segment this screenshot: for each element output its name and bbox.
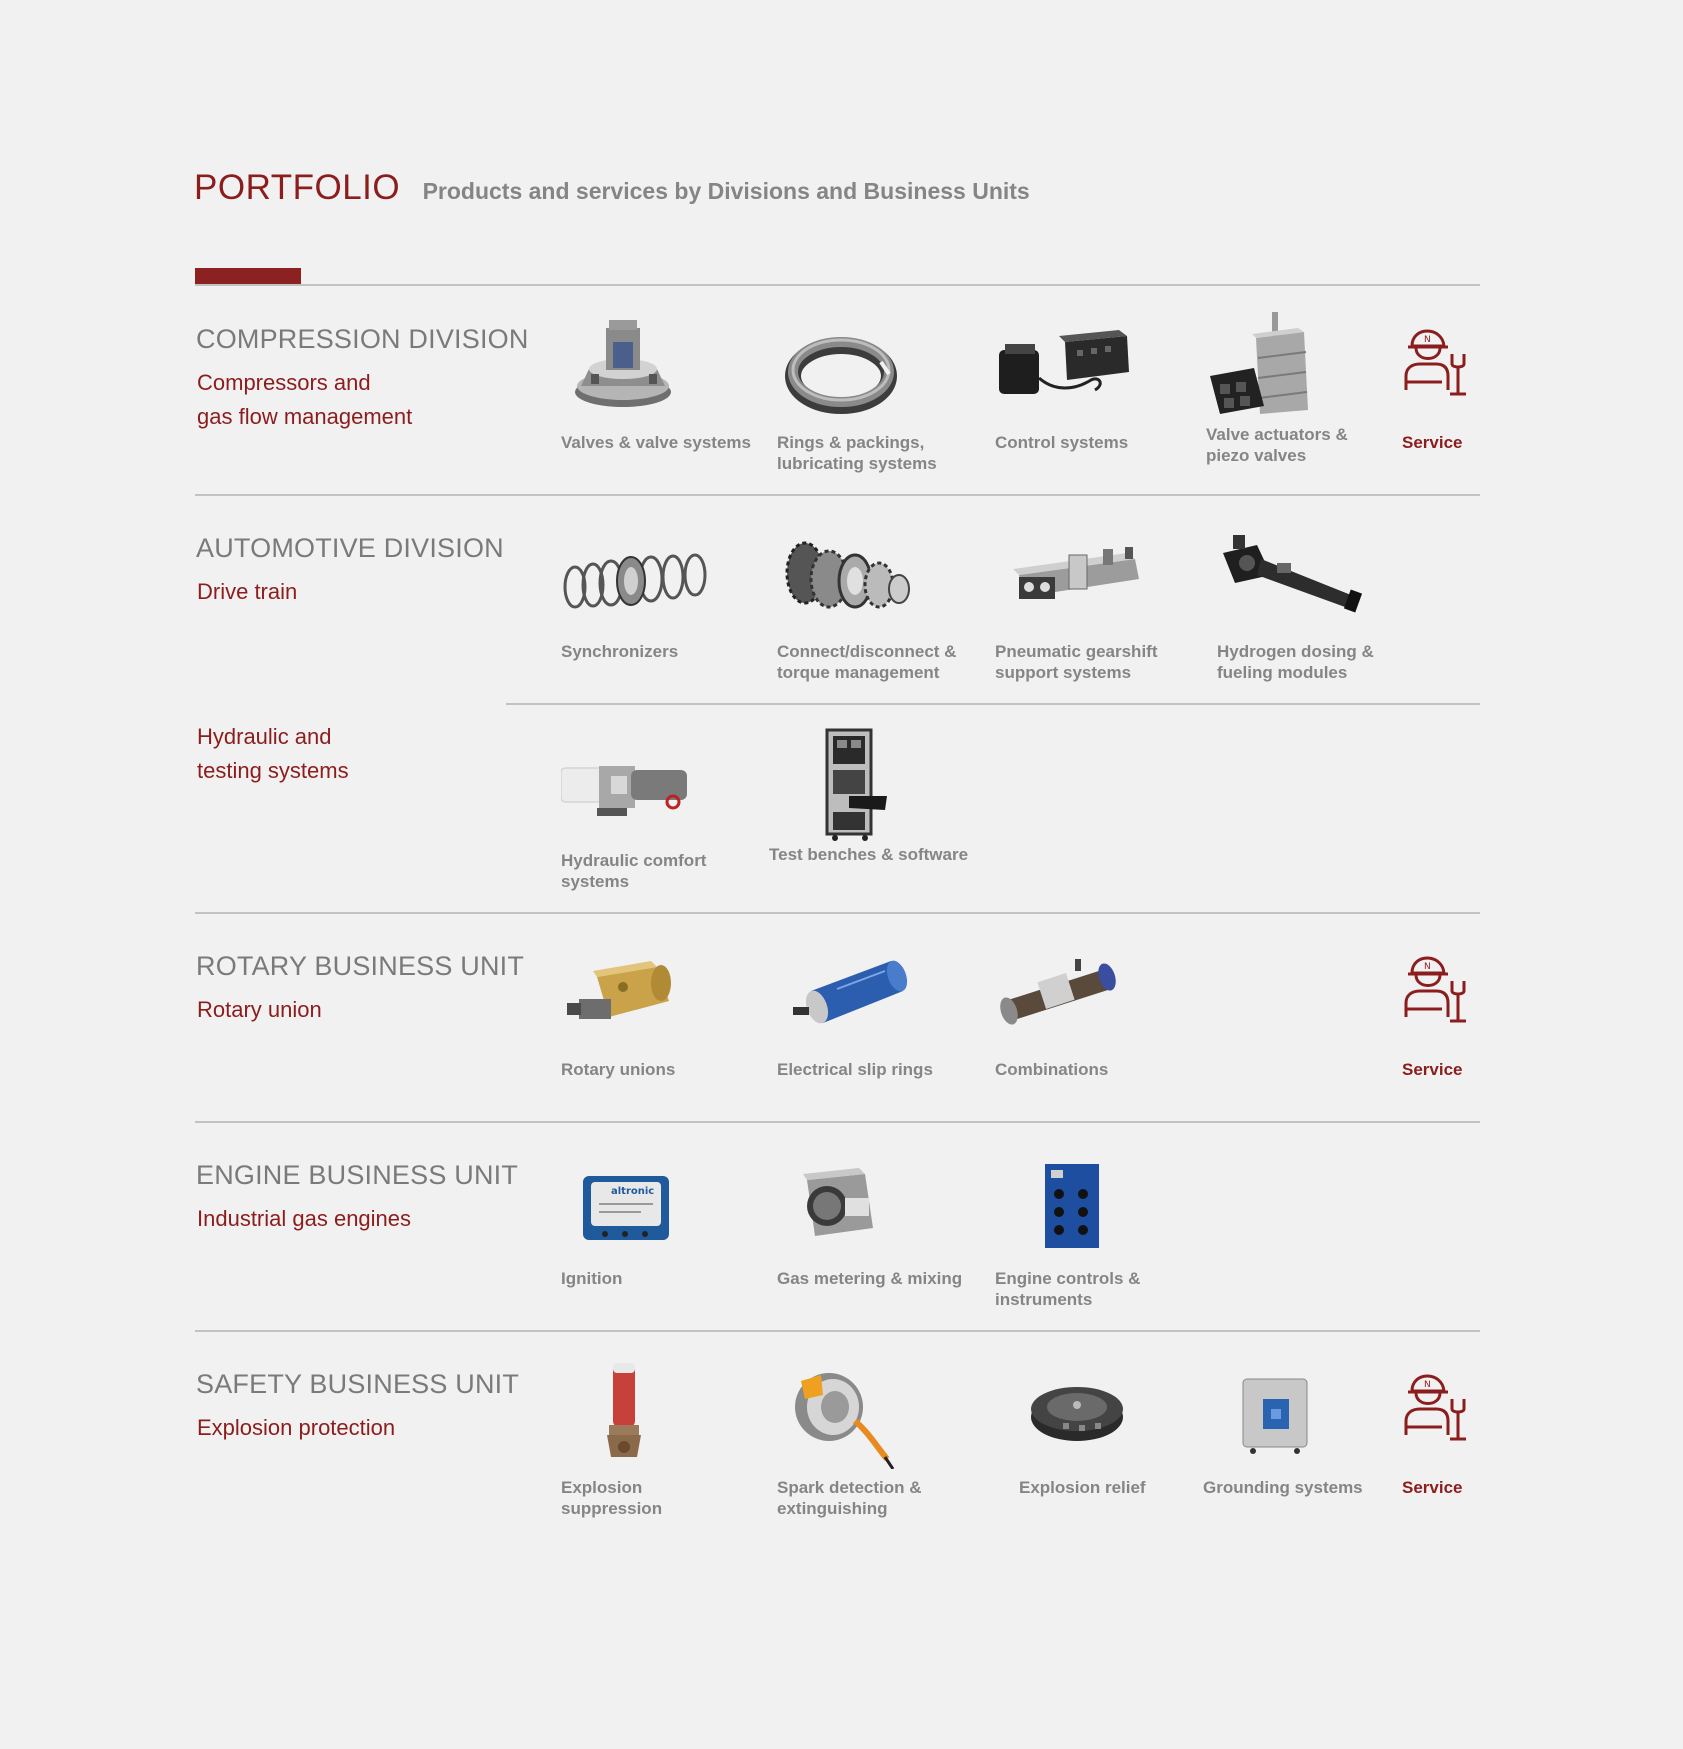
product-label: Test benches & software xyxy=(769,845,969,864)
product-label: Electrical slip rings xyxy=(777,1060,933,1079)
service-link-rotary[interactable] xyxy=(1402,941,1512,1080)
product-label: Explosion relief xyxy=(1019,1478,1146,1497)
engine-control-icon xyxy=(995,1150,1115,1260)
product-label: Valve actuators & piezo valves xyxy=(1206,425,1348,465)
product-explosion-suppression[interactable] xyxy=(561,1359,761,1519)
page-subtitle: Products and services by Divisions and Business Units xyxy=(422,178,1030,204)
combination-icon xyxy=(995,941,1125,1051)
section-title-automotive: AUTOMOTIVE DIVISION xyxy=(196,533,504,563)
product-hydraulic-comfort[interactable] xyxy=(561,732,761,892)
section-subtitle-gas-engines: Industrial gas engines xyxy=(197,1206,412,1231)
product-valve-actuators[interactable] xyxy=(1206,306,1406,466)
service-label: Service xyxy=(1402,1478,1463,1497)
hydraulic-pump-icon xyxy=(561,732,701,842)
divider xyxy=(195,1121,1480,1123)
synchronizer-icon xyxy=(561,523,711,633)
service-link-compression[interactable] xyxy=(1402,314,1512,453)
product-torque-management[interactable] xyxy=(777,523,977,683)
ignition-module-icon xyxy=(561,1150,681,1260)
product-label: Rings & packings, lubricating systems xyxy=(777,433,937,473)
product-test-benches[interactable] xyxy=(769,726,969,865)
brand-logo: altronic xyxy=(611,1186,655,1197)
product-rings[interactable] xyxy=(777,314,977,474)
product-label: Connect/disconnect & torque management xyxy=(777,642,957,682)
product-spark-detection[interactable] xyxy=(777,1359,977,1519)
grounding-box-icon xyxy=(1203,1359,1343,1469)
section-title-safety: SAFETY BUSINESS UNIT xyxy=(196,1369,520,1399)
product-engine-controls[interactable] xyxy=(995,1150,1195,1310)
rotary-union-icon xyxy=(561,941,681,1051)
spark-detector-icon xyxy=(777,1359,907,1469)
section-subtitle-drive-train: Drive train xyxy=(197,579,298,604)
actuator-icon xyxy=(1206,306,1326,424)
product-label: Engine controls & instruments xyxy=(995,1269,1141,1309)
section-subtitle-explosion: Explosion protection xyxy=(197,1415,396,1440)
hydrogen-module-icon xyxy=(1217,523,1367,633)
ring-icon xyxy=(777,314,897,424)
product-label: Valves & valve systems xyxy=(561,433,751,452)
section-title-rotary: ROTARY BUSINESS UNIT xyxy=(196,951,525,981)
section-subtitle-rotary-union: Rotary union xyxy=(197,997,322,1022)
test-bench-icon xyxy=(769,726,969,842)
product-hydrogen-modules[interactable] xyxy=(1217,523,1417,683)
service-worker-icon xyxy=(1402,314,1472,432)
divider xyxy=(195,1330,1480,1332)
service-link-safety[interactable] xyxy=(1402,1359,1512,1498)
product-synchronizers[interactable] xyxy=(561,523,761,662)
divider xyxy=(506,703,1480,705)
product-valves[interactable] xyxy=(561,314,761,453)
product-label: Synchronizers xyxy=(561,642,679,661)
product-label: Hydrogen dosing & fueling modules xyxy=(1217,642,1374,682)
product-ignition[interactable] xyxy=(561,1150,761,1289)
product-grounding[interactable] xyxy=(1203,1359,1403,1498)
divider xyxy=(195,494,1480,496)
service-worker-icon xyxy=(1402,941,1472,1059)
svg-text:N: N xyxy=(1424,1380,1431,1390)
product-label: Combinations xyxy=(995,1060,1109,1079)
product-label: Rotary unions xyxy=(561,1060,676,1079)
product-gas-metering[interactable] xyxy=(777,1150,977,1289)
section-subtitle-compression: Compressors and gas flow management xyxy=(197,370,413,429)
product-label: Ignition xyxy=(561,1269,623,1288)
gas-mixer-icon xyxy=(777,1150,897,1260)
divider xyxy=(195,284,1480,286)
product-label: Grounding systems xyxy=(1203,1478,1363,1497)
page-title: PORTFOLIO xyxy=(194,168,401,207)
control-box-icon xyxy=(995,314,1135,424)
service-worker-icon xyxy=(1402,1359,1472,1477)
product-combinations[interactable] xyxy=(995,941,1195,1080)
gearshift-module-icon xyxy=(995,523,1145,633)
relief-vent-icon xyxy=(1019,1359,1139,1469)
gear-assembly-icon xyxy=(777,523,917,633)
product-label: Gas metering & mixing xyxy=(777,1269,963,1288)
page-header xyxy=(194,168,1030,208)
suppressor-icon xyxy=(561,1359,681,1469)
product-control-systems[interactable] xyxy=(995,314,1195,453)
section-title-compression: COMPRESSION DIVISION xyxy=(196,324,529,354)
product-label: Pneumatic gearshift support systems xyxy=(995,642,1158,682)
product-gearshift-support[interactable] xyxy=(995,523,1195,683)
svg-text:N: N xyxy=(1424,335,1431,345)
product-slip-rings[interactable] xyxy=(777,941,977,1080)
divider xyxy=(195,912,1480,914)
svg-text:N: N xyxy=(1424,962,1431,972)
slip-ring-icon xyxy=(777,941,917,1051)
product-label: Explosion suppression xyxy=(561,1478,663,1518)
section-title-engine: ENGINE BUSINESS UNIT xyxy=(196,1160,519,1190)
valve-icon xyxy=(561,314,681,424)
service-label: Service xyxy=(1402,1060,1463,1079)
product-label: Spark detection & extinguishing xyxy=(777,1478,922,1518)
product-explosion-relief[interactable] xyxy=(1019,1359,1219,1498)
section-subtitle-hydraulic: Hydraulic and testing systems xyxy=(197,724,349,783)
product-rotary-unions[interactable] xyxy=(561,941,761,1080)
product-label: Control systems xyxy=(995,433,1129,452)
product-label: Hydraulic comfort systems xyxy=(561,851,707,891)
service-label: Service xyxy=(1402,433,1463,452)
